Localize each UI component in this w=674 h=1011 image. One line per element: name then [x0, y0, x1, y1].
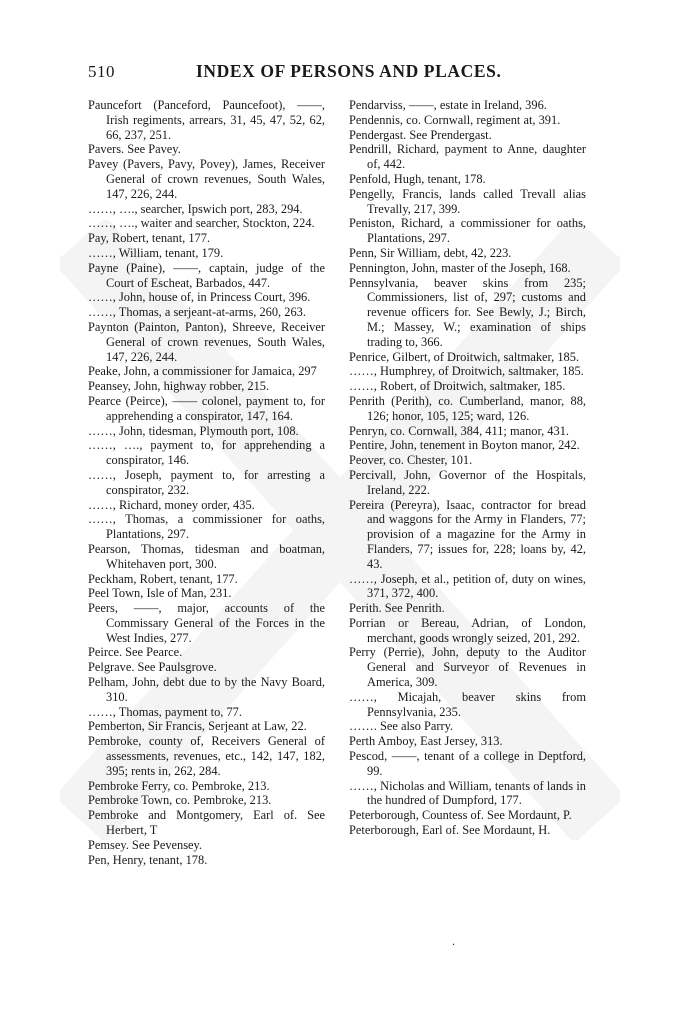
index-entry: Pennsylvania, beaver skins from 235; Commissioners, list of, 297; customs and revenue officers for. See Bewly, J.; Birch, M.; Massey, W.; examination of ships trading to, 366. — [349, 275, 586, 349]
index-entry: Peirce. See Pearce. — [88, 645, 183, 660]
page-title: INDEX OF PERSONS AND PLACES. — [196, 61, 502, 81]
index-entry: ……, Micajah, beaver skins from Pennsylvania, 235. — [349, 689, 586, 719]
index-entry: Pendennis, co. Cornwall, regiment at, 391. — [349, 112, 561, 127]
index-entry: ……, Humphrey, of Droitwich, saltmaker, 185. — [349, 364, 584, 379]
index-entry: Peover, co. Chester, 101. — [349, 453, 473, 468]
index-entry: Pemberton, Sir Francis, Serjeant at Law, 22. — [88, 719, 307, 734]
index-entry: Pescod, ——, tenant of a college in Deptford, 99. — [349, 749, 586, 778]
index-entry: Penfold, Hugh, tenant, 178. — [349, 171, 486, 186]
index-entry: Penryn, co. Cornwall, 384, 411; manor, 431. — [349, 423, 569, 438]
index-entry: ……, Thomas, a commissioner for oaths, Plantations, 297. — [88, 512, 325, 542]
index-entry: Pembroke, county of, Receivers General of assessments, revenues, etc., 142, 147, 182, 395; rents in, 262, 284. — [88, 734, 325, 778]
index-entry: ……, William, tenant, 179. — [88, 245, 224, 260]
index-entry: ……, …., payment to, for apprehending a conspirator, 146. — [88, 438, 325, 468]
index-entry: Pearson, Thomas, tidesman and boatman, Whitehaven port, 300. — [88, 541, 325, 571]
index-entry: Penrith (Perith), co. Cumberland, manor, 88, 126; honor, 105, 125; ward, 126. — [349, 393, 586, 423]
index-entry: ……, Joseph, payment to, for arresting a conspirator, 232. — [88, 467, 325, 497]
footer-mark: . — [452, 934, 455, 948]
page-number: 510 — [88, 62, 115, 81]
index-entry: Perith. See Penrith. — [349, 601, 445, 616]
index-entry: Pembroke and Montgomery, Earl of. See Herbert, T — [88, 808, 325, 838]
index-entry: Pelgrave. See Paulsgrove. — [88, 660, 217, 675]
index-entry: ……, Robert, of Droitwich, saltmaker, 185. — [349, 379, 566, 394]
index-entry: Paynton (Painton, Panton), Shreeve, Receiver General of crown revenues, South Wales, 147, 226, 244. — [88, 319, 325, 364]
index-entry: Peers, ——, major, accounts of the Commissary General of the Forces in the West Indies, 277. — [88, 601, 325, 645]
index-entry: Pembroke Ferry, co. Pembroke, 213. — [88, 778, 270, 793]
index-entry: Peansey, John, highway robber, 215. — [88, 379, 270, 394]
index-entry: Pereira (Pereyra), Isaac, contractor for bread and waggons for the Army in Flanders, 77; provision of a magazine for the Army in Flanders, 77; issues for, 228; loans by, 42, 43. — [349, 497, 586, 571]
index-entry: Payne (Paine), ——, captain, judge of the Court of Escheat, Barbados, 447. — [88, 260, 325, 290]
index-column-left — [88, 98, 325, 867]
index-entry: Peel Town, Isle of Man, 231. — [88, 586, 232, 601]
index-entry: ……, Nicholas and William, tenants of lands in the hundred of Dumpford, 177. — [349, 778, 586, 808]
index-entry: Pauncefort (Panceford, Pauncefoot), ——, Irish regiments, arrears, 31, 45, 47, 52, 62, 66, 237, 251. — [88, 98, 325, 142]
index-entry: Peake, John, a commissioner for Jamaica, 297 — [88, 364, 317, 379]
index-entry: Peterborough, Countess of. See Mordaunt, P. — [349, 808, 572, 823]
index-entry: Perth Amboy, East Jersey, 313. — [349, 734, 503, 749]
index-entry: ……, John, tidesman, Plymouth port, 108. — [88, 423, 299, 438]
index-entry: Pengelly, Francis, lands called Trevall alias Trevally, 217, 399. — [349, 186, 586, 216]
index-entry: Pay, Robert, tenant, 177. — [88, 231, 211, 246]
index-entry: Peterborough, Earl of. See Mordaunt, H. — [349, 823, 551, 838]
index-entry: Pelham, John, debt due to by the Navy Board, 310. — [88, 675, 325, 704]
index-entry: ……, Richard, money order, 435. — [88, 497, 255, 512]
index-entry: ……. See also Parry. — [349, 719, 454, 734]
index-entry: ……, …., waiter and searcher, Stockton, 224. — [88, 216, 315, 231]
index-entry: ……, Thomas, payment to, 77. — [88, 704, 242, 719]
index-entry: Pendrill, Richard, payment to Anne, daughter of, 442. — [349, 142, 586, 172]
index-entry: Pemsey. See Pevensey. — [88, 837, 203, 852]
index-entry: ……, …., searcher, Ipswich port, 283, 294. — [88, 201, 303, 216]
index-entry: Pennington, John, master of the Joseph, 168. — [349, 260, 571, 275]
index-entry: Perry (Perrie), John, deputy to the Auditor General and Surveyor of Revenues in America, 309. — [349, 645, 586, 690]
index-entry: Pendarviss, ——, estate in Ireland, 396. — [349, 98, 547, 112]
index-entry: Pavey (Pavers, Pavy, Povey), James, Receiver General of crown revenues, South Wales, 147, 226, 244. — [88, 157, 325, 201]
index-entry: Pentire, John, tenement in Boyton manor, 242. — [349, 438, 580, 453]
index-entry: Peckham, Robert, tenant, 177. — [88, 571, 238, 586]
index-entry: Pavers. See Pavey. — [88, 142, 181, 157]
index-entry: Pen, Henry, tenant, 178. — [88, 852, 208, 867]
index-entry: Porrian or Bereau, Adrian, of London, merchant, goods wrongly seized, 201, 292. — [349, 615, 586, 645]
index-column-right — [349, 98, 586, 838]
index-entry: Pearce (Peirce), —— colonel, payment to, for apprehending a conspirator, 147, 164. — [88, 393, 325, 423]
index-entry: Percivall, John, Governor of the Hospitals, Ireland, 222. — [349, 467, 586, 497]
index-entry: ……, John, house of, in Princess Court, 396. — [88, 290, 311, 305]
index-entry: ……, Joseph, et al., petition of, duty on wines, 371, 372, 400. — [349, 571, 586, 601]
index-entry: Penrice, Gilbert, of Droitwich, saltmaker, 185. — [349, 349, 580, 364]
index-entry: Peniston, Richard, a commissioner for oaths, Plantations, 297. — [349, 216, 586, 246]
index-entry: ……, Thomas, a serjeant-at-arms, 260, 263. — [88, 305, 306, 320]
index-entry: Pendergast. See Prendergast. — [349, 127, 492, 142]
index-entry: Penn, Sir William, debt, 42, 223. — [349, 245, 512, 260]
index-entry: Pembroke Town, co. Pembroke, 213. — [88, 793, 272, 808]
